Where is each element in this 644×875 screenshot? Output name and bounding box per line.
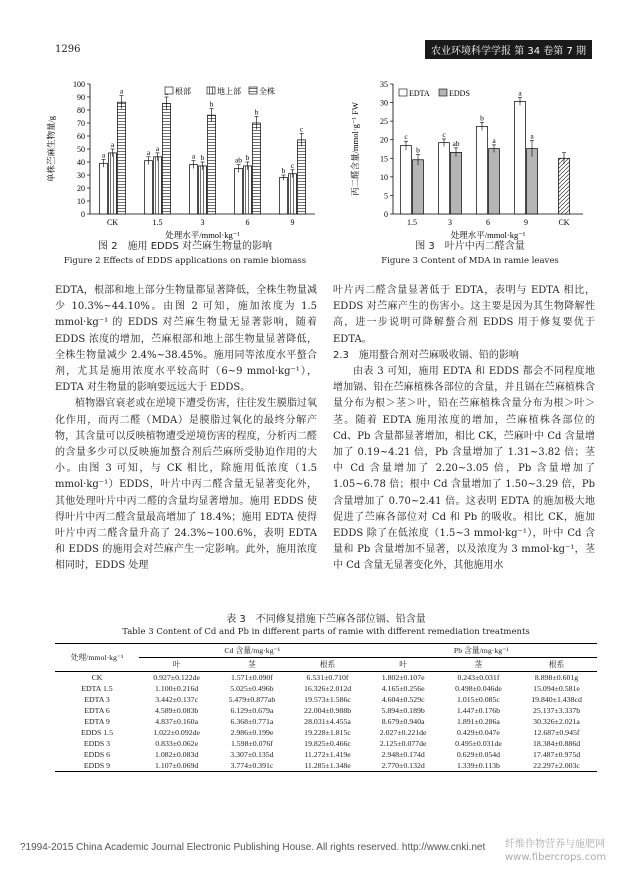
bar bbox=[489, 149, 500, 214]
right-paragraph-1: 叶片丙二醛含量显著低于 EDTA，表明与 EDTA 相比，EDDS 对苎麻产生的伤害小。这主要是因为其生物降解性高，进一步说明可降解螯合剂 EDDS 用于修复要优于 EDTA。 bbox=[333, 285, 595, 345]
y-tick-label: 20 bbox=[77, 184, 85, 193]
table-cell: 25.137±3.337b bbox=[532, 706, 581, 715]
bar bbox=[244, 166, 252, 214]
bar bbox=[298, 140, 306, 214]
table-row bbox=[55, 683, 597, 694]
figure-2-caption-en: Figure 2 Effects of EDDS applications on ramie biomass bbox=[63, 256, 307, 266]
table-cell: 1.100±0.216d bbox=[155, 684, 199, 693]
table-cell: 11.285±1.348e bbox=[290, 760, 366, 772]
table-cell: 1.022±0.092de bbox=[153, 728, 200, 737]
table-cell: 0.243±0.031f bbox=[457, 673, 500, 682]
table-cell: 19.573±1.586c bbox=[304, 695, 351, 704]
table-cell: 4.589±0.083b bbox=[155, 706, 199, 715]
bar bbox=[154, 157, 162, 214]
table-cell: 1.891±0.286a bbox=[457, 717, 500, 726]
table-cell: 2.986±0.199e bbox=[230, 728, 274, 737]
journal-name: 农业环境科学学报 bbox=[431, 46, 511, 57]
table-3 bbox=[55, 643, 597, 772]
bar bbox=[280, 178, 288, 214]
x-tick-label: CK bbox=[106, 218, 119, 227]
y-axis-label: 丙二醛含量/mmol·g⁻¹ FW bbox=[350, 102, 360, 196]
significance-letter: ab bbox=[452, 138, 460, 148]
x-tick-label: 1.5 bbox=[407, 218, 417, 227]
significance-letter: ab bbox=[234, 155, 243, 165]
x-tick-label: 6 bbox=[486, 218, 490, 227]
table-3-grid bbox=[55, 643, 597, 772]
section-heading-2-3: 2.3 施用螯合剂对苎麻吸收镉、铅的影响 bbox=[333, 349, 519, 361]
significance-letter: a bbox=[530, 131, 534, 141]
y-tick-label: 100 bbox=[73, 80, 85, 89]
bar bbox=[145, 161, 153, 214]
table-cell: 28.031±4.455a bbox=[304, 717, 351, 726]
y-tick-label: 10 bbox=[77, 197, 85, 206]
x-tick-label: 6 bbox=[245, 218, 250, 227]
y-tick-label: 15 bbox=[380, 154, 388, 164]
significance-letter: a bbox=[155, 143, 160, 153]
significance-letter: b bbox=[254, 107, 259, 117]
table-cell: EDTA 3 bbox=[84, 695, 110, 704]
table-subheader: 茎 bbox=[441, 658, 516, 672]
x-axis-label: 处理水平/mmol·kg⁻¹ bbox=[450, 230, 526, 240]
table-cell: 8.679±0.940a bbox=[381, 717, 425, 726]
table-cell: 15.094±0.581e bbox=[533, 684, 580, 693]
bar bbox=[401, 146, 412, 214]
significance-letter: c bbox=[299, 124, 304, 134]
table-cell: 3.307±0.135d bbox=[230, 750, 274, 759]
table-subheader: 叶 bbox=[139, 658, 214, 672]
table-cell: 1.339±0.113b bbox=[441, 760, 516, 772]
table-cell: 0.629±0.054d bbox=[456, 750, 501, 759]
table-cell: 30.326±2.021a bbox=[533, 717, 580, 726]
y-tick-label: 35 bbox=[380, 80, 388, 89]
significance-letter: a bbox=[119, 86, 124, 96]
table-cell: 11.272±1.419e bbox=[304, 750, 351, 759]
table-cell: EDTA 1.5 bbox=[81, 684, 113, 693]
table-cell: 6.368±0.771a bbox=[230, 717, 274, 726]
x-tick-label: 3 bbox=[200, 218, 205, 227]
table-cell: 0.927±0.122de bbox=[153, 673, 200, 682]
table-cell: 4.165±0.256e bbox=[381, 684, 425, 693]
y-tick-label: 70 bbox=[77, 119, 85, 128]
table-cell: 5.479±0.877ab bbox=[228, 695, 276, 704]
table-cell: 6.531±0.710f bbox=[306, 673, 349, 682]
bar bbox=[439, 143, 450, 214]
y-tick-label: 30 bbox=[77, 171, 85, 180]
table-3-title-en: Table 3 Content of Cd and Pb in different parts of ramie with different remediation treatments bbox=[122, 627, 530, 637]
table-cell: 5.894±0.189b bbox=[381, 706, 425, 715]
y-tick-label: 60 bbox=[77, 132, 85, 141]
legend-swatch bbox=[439, 89, 447, 96]
figure-2-chart bbox=[40, 78, 330, 258]
figure-3-caption-en: Figure 3 Content of MDA in ramie leaves bbox=[381, 256, 559, 266]
table-header-cd: Cd 含量/mg·kg⁻¹ bbox=[139, 644, 366, 658]
table-subheader: 叶 bbox=[366, 658, 441, 672]
figure-3-caption-cn: 图 3 叶片中丙二醛含量 bbox=[415, 241, 525, 252]
table-cell: 3.774±0.391c bbox=[214, 760, 289, 772]
y-tick-label: 90 bbox=[77, 93, 85, 102]
table-cell: 17.487±0.975d bbox=[532, 750, 581, 759]
significance-letter: a bbox=[518, 88, 522, 98]
table-cell: EDDS 1.5 bbox=[80, 728, 114, 737]
bar bbox=[118, 102, 126, 214]
table-header-treatment: 处理/mmol·kg⁻¹ bbox=[55, 644, 139, 672]
significance-letter: b bbox=[209, 99, 214, 109]
left-column bbox=[55, 283, 317, 575]
table-cell: 1.598±0.076f bbox=[230, 739, 273, 748]
bar bbox=[253, 123, 261, 214]
significance-letter: a bbox=[191, 151, 196, 161]
bar bbox=[190, 165, 198, 214]
table-3-title-cn: 表 3 不同修复措施下苎麻各部位镉、铅含量 bbox=[226, 614, 426, 625]
table-cell: EDTA 6 bbox=[84, 706, 110, 715]
significance-letter: a bbox=[146, 147, 151, 157]
legend-label: EDTA bbox=[409, 89, 430, 98]
watermark-url: www.fibercrops.com bbox=[505, 852, 607, 863]
significance-letter: b bbox=[281, 166, 286, 175]
x-tick-label: 3 bbox=[448, 218, 452, 227]
bar bbox=[515, 101, 526, 214]
legend-label: 根部 bbox=[175, 87, 191, 96]
table-cell: EDTA 9 bbox=[84, 717, 110, 726]
legend-swatch bbox=[207, 87, 215, 94]
volume-issue: 第 34 卷第 7 期 bbox=[514, 46, 586, 57]
table-row bbox=[55, 705, 597, 716]
right-column bbox=[333, 283, 595, 575]
table-cell: 8.898±0.601g bbox=[534, 673, 579, 682]
significance-letter: a bbox=[492, 135, 496, 145]
y-tick-label: 30 bbox=[380, 98, 388, 108]
figure-2 bbox=[40, 78, 330, 258]
significance-letter: b bbox=[200, 153, 205, 162]
significance-letter: a bbox=[101, 150, 106, 160]
table-cell: 1.571±0.090f bbox=[230, 673, 273, 682]
y-axis-label: 单株苎麻生物量/g bbox=[46, 115, 56, 183]
table-cell: 0.498±0.046de bbox=[455, 684, 502, 693]
table-cell: 16.326±2.012d bbox=[303, 684, 352, 693]
table-cell: EDDS 3 bbox=[83, 739, 111, 748]
table-cell: 2.125±0.077de bbox=[379, 739, 427, 748]
table-subheader: 根系 bbox=[516, 658, 597, 672]
table-cell: 22.297±2.003c bbox=[516, 760, 597, 772]
table-cell: 1.107±0.069d bbox=[139, 760, 214, 772]
y-tick-label: 25 bbox=[380, 117, 388, 127]
table-cell: 19.825±0.466c bbox=[304, 739, 351, 748]
left-paragraph-2: 植物器官衰老或在逆境下遭受伤害，往往发生膜脂过氧化作用，而丙二醛（MDA）是膜脂过氧化的最终分解产物，其含量可以反映植物遭受逆境伤害的程度，分析丙二醛的含量多少可以反映施加螯合剂后苎麻所受胁迫作用的大小。由图 3 可知，与 CK 相比，除施用低浓度（1.5 mmol·kg⁻¹）EDDS，叶片中丙二醛含量无显著变化外，其他处理叶片中丙二醛的含量均显著增加。施用 EDDS 使得叶片中丙二醛含量最高增加了 18.4%；施用 EDTA 使得叶片中丙二醛含量升高了 24.3%~100.6%，表明 EDTA 和 EDDS 的施用会对苎麻产生一定影响。此外，施用浓度相同时，EDDS 处理 bbox=[55, 398, 317, 572]
legend-label: EDDS bbox=[449, 89, 470, 98]
significance-letter: a bbox=[110, 140, 115, 149]
x-tick-label: 1.5 bbox=[152, 218, 163, 227]
x-tick-label: CK bbox=[558, 218, 570, 227]
table-cell: 1.015±0.085c bbox=[457, 695, 500, 704]
legend-label: 地上部 bbox=[217, 87, 241, 96]
table-cell: 5.025±0.496b bbox=[230, 684, 274, 693]
bar bbox=[208, 115, 216, 214]
table-cell: 6.129±0.679a bbox=[230, 706, 274, 715]
page-number: 1296 bbox=[55, 44, 81, 55]
table-cell: 1.447±0.176b bbox=[456, 706, 501, 715]
table-row bbox=[55, 760, 597, 772]
bar bbox=[235, 169, 243, 215]
figure-2-caption-cn: 图 2 施用 EDDS 对苎麻生物量的影响 bbox=[98, 241, 272, 252]
figure-3-chart bbox=[345, 78, 595, 258]
table-cell: 3.442±0.137c bbox=[155, 695, 199, 704]
bar bbox=[451, 152, 462, 214]
table-cell: 19.840±1.438cd bbox=[531, 695, 582, 704]
table-row bbox=[55, 672, 597, 684]
bar bbox=[527, 149, 538, 214]
table-cell: 1.802±0.107e bbox=[381, 673, 425, 682]
y-tick-label: 5 bbox=[384, 191, 388, 201]
legend-label: 全株 bbox=[259, 87, 275, 96]
bar bbox=[199, 166, 207, 214]
table-subheader: 茎 bbox=[214, 658, 289, 672]
table-cell: 0.833±0.062e bbox=[155, 739, 199, 748]
bar bbox=[100, 163, 108, 214]
figure-3 bbox=[345, 78, 595, 258]
y-tick-label: 40 bbox=[77, 158, 85, 167]
table-cell: 18.384±0.886d bbox=[532, 739, 581, 748]
table-cell: 12.687±0.945f bbox=[533, 728, 580, 737]
right-paragraph-2: 由表 3 可知，施用 EDTA 和 EDDS 都会不同程度地增加镉、铅在苎麻植株各部位的含量，并且镉在苎麻植株含量分布为根＞茎＞叶，铅在苎麻植株含量分布为根＞叶＞茎。随着 EDTA 施用浓度的增加，苎麻植株各部位的 Cd、Pb 含量都显著增加，相比 CK，苎麻叶中 Cd 含量增加了 0.19~4.21 倍，Pb 含量增加了 1.31~3.82 倍；茎中 Cd 含量增加了 2.20~3.05 倍，Pb 含量增加了 1.05~6.78 倍；根中 Cd 含量增加了 1.50~3.29 倍，Pb 含量增加了 0.70~2.41 倍。这表明 EDTA 的施加极大地促进了苎麻各部位对 Cd 和 Pb 的吸收。相比 CK，施加 EDDS 除了在低浓度（1.5~3 mmol·kg⁻¹），叶中 Cd 含量和 Pb 含量增加不显著，以及浓度为 3 mmol·kg⁻¹，茎中 Cd 含量无显著变化外，其他施用水 bbox=[333, 366, 595, 572]
journal-header bbox=[425, 40, 592, 59]
y-tick-label: 50 bbox=[77, 145, 85, 154]
table-cell: EDDS 6 bbox=[83, 750, 111, 759]
table-row bbox=[55, 738, 597, 749]
y-tick-label: 0 bbox=[81, 210, 85, 219]
x-tick-label: 9 bbox=[290, 218, 295, 227]
bar bbox=[109, 153, 117, 214]
x-tick-label: 9 bbox=[524, 218, 528, 227]
watermark bbox=[505, 838, 606, 864]
left-paragraph-1: EDTA，根部和地上部分生物量都显著降低，全株生物量减少 10.3%~44.10%。由图 2 可知，施加浓度为 1.5 mmol·kg⁻¹ 的 EDDS 对苎麻生物量无显著影响，随着 EDDS 浓度的增加，苎麻根部和地上部生物量显著降低，全株生物量减少 2.4%~38.45%。施用同等浓度水平螯合剂，尤其是施用浓度水平较高时（6~9 mmol·kg⁻¹），EDTA 对生物量的影响要远远大于 EDDS。 bbox=[55, 285, 317, 394]
y-tick-label: 80 bbox=[77, 106, 85, 115]
table-row bbox=[55, 716, 597, 727]
table-cell: 2.770±0.132d bbox=[366, 760, 441, 772]
significance-letter: c bbox=[442, 129, 446, 139]
x-axis-label: 处理水平/mmol·kg⁻¹ bbox=[165, 230, 240, 240]
table-cell: 2.948±0.174d bbox=[381, 750, 425, 759]
table-cell: 0.429±0.047e bbox=[457, 728, 500, 737]
table-cell: 2.027±0.221de bbox=[379, 728, 427, 737]
table-cell: 22.004±0.988b bbox=[303, 706, 352, 715]
table-row bbox=[55, 749, 597, 760]
table-cell: CK bbox=[91, 673, 103, 682]
y-tick-label: 20 bbox=[380, 135, 388, 145]
bar bbox=[163, 104, 171, 215]
y-tick-label: 0 bbox=[384, 210, 388, 219]
legend-swatch bbox=[249, 87, 257, 94]
table-subheader: 根系 bbox=[290, 658, 366, 672]
table-cell: 1.082±0.083d bbox=[155, 750, 199, 759]
significance-letter: b bbox=[416, 145, 420, 155]
table-cell: 4.837±0.160a bbox=[155, 717, 199, 726]
significance-letter: c bbox=[290, 160, 295, 170]
copyright-footer: ?1994-2015 China Academic Journal Electronic Publishing House. All rights reserved. http://www.cnki.net bbox=[20, 842, 486, 853]
table-row bbox=[55, 727, 597, 738]
table-cell: EDDS 9 bbox=[55, 760, 139, 772]
table-cell: 0.495±0.031de bbox=[455, 739, 502, 748]
bar bbox=[559, 158, 570, 214]
table-cell: 4.604±0.529c bbox=[381, 695, 425, 704]
watermark-cn: 纤维作物营养与施肥网 bbox=[505, 839, 605, 850]
legend-swatch bbox=[165, 87, 173, 94]
table-header-pb: Pb 含量/mg·kg⁻¹ bbox=[366, 644, 598, 658]
table-row bbox=[55, 694, 597, 705]
bar bbox=[477, 126, 488, 214]
y-tick-label: 10 bbox=[380, 172, 388, 182]
table-cell: 19.228±1.815c bbox=[304, 728, 351, 737]
significance-letter: b bbox=[480, 113, 484, 123]
significance-letter: c bbox=[404, 132, 408, 142]
legend-swatch bbox=[399, 89, 407, 96]
bar bbox=[413, 160, 424, 214]
bar bbox=[289, 174, 297, 214]
significance-letter: b bbox=[245, 153, 250, 162]
